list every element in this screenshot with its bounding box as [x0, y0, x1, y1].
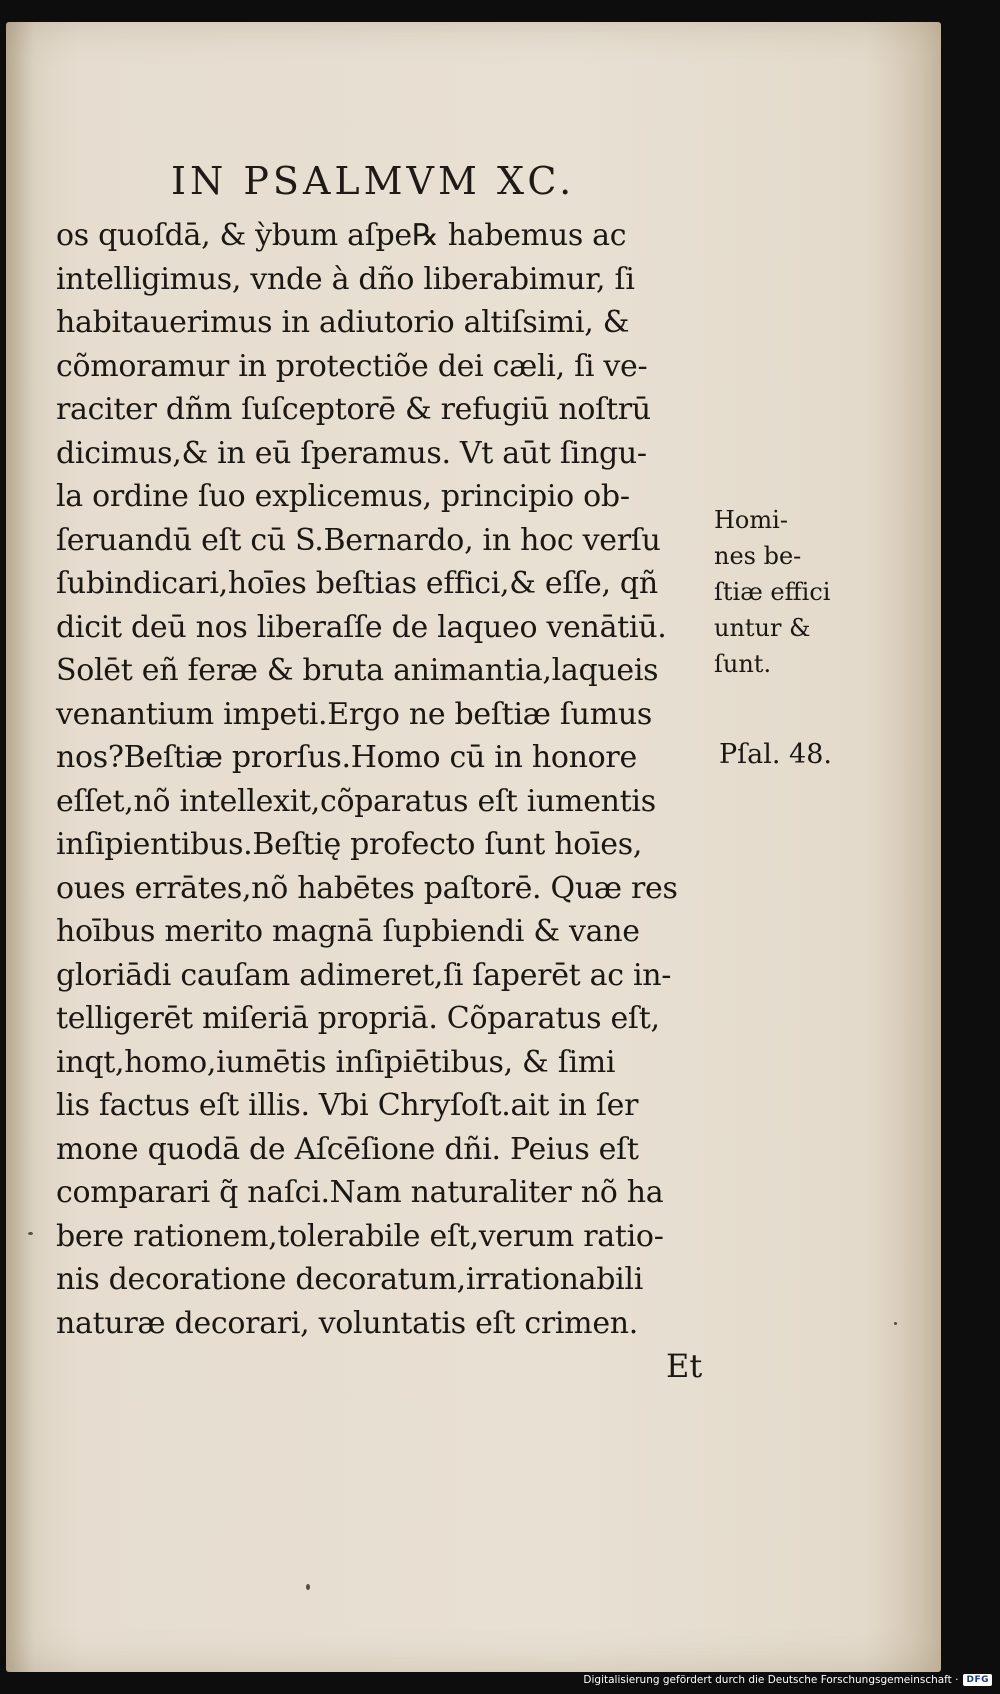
running-head: IN PSALMVM XC. [171, 159, 576, 203]
text-line: oues errātes,nõ habētes paſtorē. Quæ res [56, 870, 678, 906]
text-line: nos?Beſtiæ prorſus.Homo cū in honore [56, 740, 637, 775]
margin-note-line: ſtiæ effici [714, 578, 831, 606]
text-line: dicit deū nos liberaſſe de laqueo venātiū. [56, 609, 667, 645]
text-line: ſubindicari,hoīes beſtias effici,& eſſe, qñ [56, 566, 658, 601]
text-line: habitauerimus in adiutorio altiſsimi, & [56, 305, 630, 340]
text-line: ſeruandū eſt cū S.Bernardo, in hoc verſu [56, 522, 661, 558]
text-line: cõmoramur in protectiõe dei cæli, ſi ve- [56, 348, 648, 384]
text-line: telligerēt miſeriā propriā. Cõparatus eſt, [56, 1001, 660, 1036]
text-line: bere rationem,tolerabile eſt,verum ratio- [56, 1218, 664, 1254]
text-line: lis factus eſt illis. Vbi Chryſoſt.ait in ſer [56, 1088, 639, 1123]
body-text [56, 214, 716, 1345]
catchword: Et [666, 1347, 703, 1385]
text-line: mone quodā de Aſcēſione dñi. Peius eſt [56, 1131, 639, 1167]
margin-note-line: Homi- [714, 506, 788, 534]
digitization-credit [583, 1670, 992, 1690]
text-line: inqt,homo,iumētis inſipiētibus, & ſimi [56, 1044, 616, 1080]
text-line: hoībus merito magnā ſupbiendi & vane [56, 914, 640, 949]
margin-note-line: nes be- [714, 542, 802, 570]
text-line: raciter dñm ſuſceptorē & refugiū noſtrū [56, 392, 651, 427]
footer-text: Digitalisierung gefördert durch die Deutsche Forschungsgemeinschaft · [583, 1674, 959, 1686]
text-line: eſſet,nõ intellexit,cõparatus eſt iumentis [56, 783, 656, 819]
text-line: comparari q̃ naſci.Nam naturaliter nõ ha [56, 1175, 664, 1210]
dfg-logo: DFG [963, 1674, 992, 1686]
text-line: dicimus,& in eū ſperamus. Vt aūt ſingu- [56, 435, 647, 471]
text-line: os quoſdā, & ỳbum aſpe℞ habemus ac [56, 218, 627, 253]
text-line: la ordine ſuo explicemus, principio ob- [56, 479, 630, 514]
text-line: inſipientibus.Beſtię profecto ſunt hoīes, [56, 827, 643, 862]
margin-note-line: untur & [714, 614, 811, 642]
ink-speck [306, 1584, 310, 1590]
text-line: gloriādi cauſam adimeret,ſi ſaperēt ac in- [56, 957, 672, 993]
ink-speck [894, 1322, 897, 1325]
book-page [6, 22, 941, 1672]
text-line: nis decoratione decoratum,irrationabili [56, 1262, 643, 1297]
text-line: naturæ decorari, voluntatis eſt crimen. [56, 1305, 639, 1341]
text-line: venantium impeti.Ergo ne beſtiæ ſumus [56, 696, 652, 732]
ink-speck [28, 1232, 33, 1235]
text-line: Solēt eñ feræ & bruta animantia,laqueis [56, 653, 659, 688]
margin-note-line: ſunt. [714, 650, 772, 678]
text-line: intelligimus, vnde à dño liberabimur, ſi [56, 261, 635, 297]
margin-reference: Pſal. 48. [719, 739, 832, 770]
margin-note [714, 502, 864, 682]
